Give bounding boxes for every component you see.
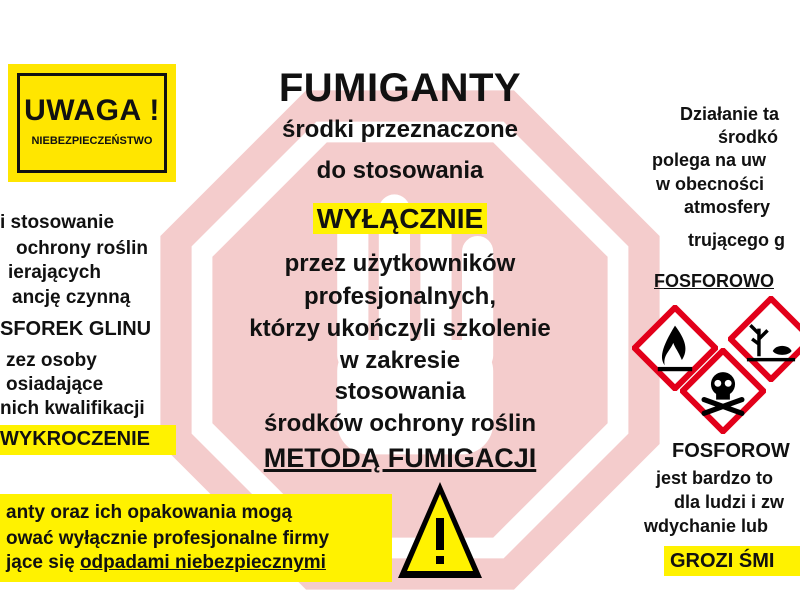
substance-name: SFOREK GLINU — [0, 318, 152, 340]
right-line: środkó — [718, 127, 779, 147]
body-line: stosowania — [334, 378, 466, 405]
warning-triangle-icon — [396, 478, 484, 586]
left-line: ochrony roślin — [16, 238, 148, 259]
danger-sign — [8, 64, 176, 182]
left-line: ierających — [8, 262, 101, 283]
right-line: wdychanie lub — [644, 516, 769, 536]
right-line: dla ludzi i zw — [674, 492, 785, 512]
danger-sign-subtitle: NIEBEZPIECZEŃSTWO — [31, 135, 153, 147]
exclusive-highlight — [200, 203, 600, 235]
violation-text: WYKROCZENIE — [0, 428, 150, 450]
page-title: FUMIGANTY — [278, 66, 522, 110]
method-heading: METODĄ FUMIGACJI — [263, 443, 537, 473]
body-line: przez użytkowników — [284, 250, 516, 277]
right-line: polega na uw — [652, 150, 767, 170]
skull-pictogram-icon — [680, 348, 766, 434]
disposal-box — [0, 494, 392, 582]
danger-sign-border — [17, 73, 167, 173]
violation-box — [0, 425, 176, 455]
exclusive-highlight-text: WYŁĄCZNIE — [313, 203, 487, 234]
hazardous-waste-text: odpadami niebezpiecznymi — [79, 552, 326, 573]
body-line: profesjonalnych, — [303, 283, 497, 310]
disposal-line-1: anty oraz ich opakowania mogą — [6, 502, 293, 523]
left-line: ancję czynną — [12, 287, 131, 308]
right-column — [632, 0, 800, 600]
right-substance-2: FOSFOROW — [672, 440, 790, 462]
disposal-line-3 — [6, 552, 326, 574]
right-substance: FOSFOROWO — [654, 271, 774, 291]
threat-box — [664, 546, 800, 576]
disposal-line-2: ować wyłącznie profesjonalne firmy — [6, 528, 330, 549]
danger-sign-title: UWAGA ! — [24, 94, 160, 127]
body-line: środków ochrony roślin — [263, 410, 537, 437]
threat-text: GROZI ŚMI — [670, 550, 775, 572]
subtitle-line-1: środki przeznaczone — [281, 116, 519, 143]
subtitle-line-2: do stosowania — [316, 157, 484, 184]
right-line: Działanie ta — [680, 104, 780, 124]
body-line: w zakresie — [339, 347, 461, 374]
left-line: osiadające — [6, 374, 104, 395]
left-line: nich kwalifikacji — [0, 398, 145, 419]
left-line: i stosowanie — [0, 212, 115, 233]
right-line: trującego g — [688, 230, 786, 250]
right-line: jest bardzo to — [656, 468, 774, 488]
disposal-prefix: jące się — [6, 552, 80, 573]
right-line: atmosfery — [684, 197, 771, 217]
right-line: w obecności — [656, 174, 765, 194]
left-line: zez osoby — [6, 350, 97, 371]
body-line: którzy ukończyli szkolenie — [249, 315, 551, 342]
